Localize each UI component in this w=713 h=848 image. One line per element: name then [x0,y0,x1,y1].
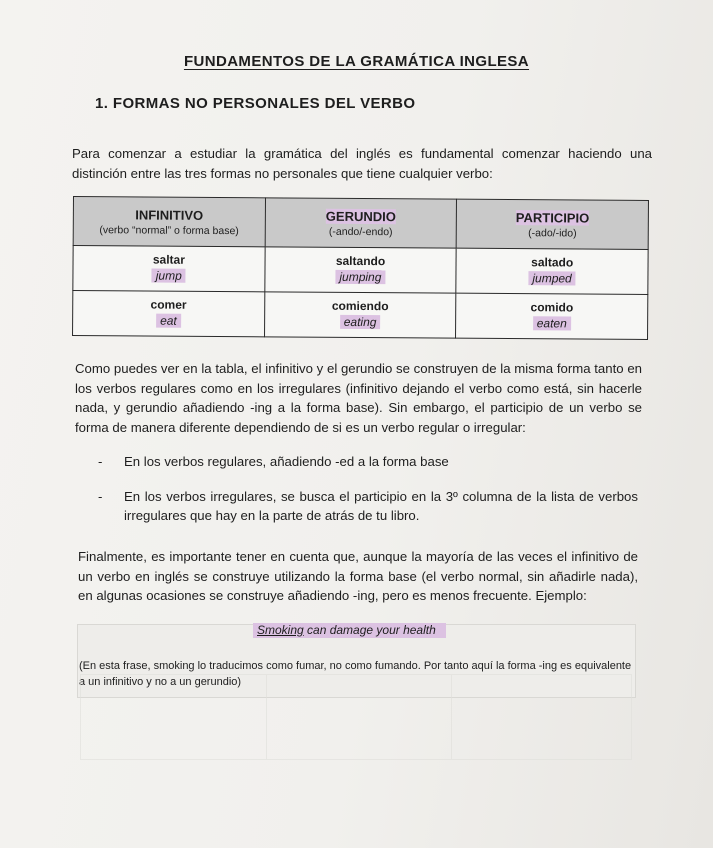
closing-paragraph: Finalmente, es importante tener en cuenta que, aunque la mayoría de las veces el infinitivo de un verbo en inglés se construye utilizando la forma base (el verbo normal, sin añadirle nada), en algunas ocasiones se construye añadiendo -ing, pero es menos frecuente. Ejemplo: [78,549,638,603]
table-header-row [73,197,648,250]
spanish-verb: saltado [531,255,574,270]
english-verb: eat [156,314,181,328]
list-item-text: En los verbos irregulares, se busca el participio en la 3º columna de la lista de verbos irregulares que hay en la parte de atrás de tu libro. [124,488,638,523]
dash-bullet: - [98,488,103,504]
example-note: (En esta frase, smoking lo traducimos como fumar, no como fumando. Por tanto aquí la forma -ing es equivalente a un infinitivo y no a un gerundio) [79,660,632,688]
header-infinitivo [73,197,265,247]
example-sentence-rest: can damage your health [303,623,436,637]
header-main [461,209,644,225]
table-cell [264,292,456,338]
section-heading: 1. FORMAS NO PERSONALES DEL VERBO [95,95,416,112]
table-cell [264,247,456,293]
english-verb: jump [152,269,186,283]
explanation-paragraph: Como puedes ver en la tabla, el infinitivo y el gerundio se construyen de la misma forma tanto en los verbos regulares como en los irregulares (infinitivo dejando el verbo como está, sin hacerle nada, y gerundio añadiendo -ing a la forma base). Sin embargo, el participio de un verbo se forma de manera diferente dependiendo de si es un verbo regular o irregular: [75,361,642,435]
english-verb: eating [340,315,381,329]
header-participio [456,199,648,249]
show-through-table-ghost [80,674,632,760]
english-verb: jumping [335,270,385,284]
spanish-verb: saltar [152,252,185,267]
english-verb: eaten [533,316,571,330]
header-main: INFINITIVO [135,206,204,223]
spanish-verb: comiendo [331,298,389,314]
highlighted-text: PARTICIPIO [515,209,590,226]
example-underlined-word: Smoking [257,623,304,637]
spanish-verb: comido [530,300,574,315]
spanish-verb: saltando [335,253,386,269]
ghost-divider [451,675,452,759]
participle-rules-list [98,452,638,541]
dash-bullet: - [98,454,103,469]
highlighted-text: GERUNDIO [325,208,396,224]
table-cell [73,246,265,292]
table-row [73,291,648,340]
example-sentence [253,623,446,638]
table-cell [456,248,648,294]
document-title [0,53,713,70]
english-verb: jumped [528,271,575,285]
intro-paragraph: Para comenzar a estudiar la gramática del inglés es fundamental comenzar haciendo una distinción entre las tres formas no personales que tiene cualquier verbo: [72,146,652,181]
table-cell [456,293,648,339]
header-sub: (-ando/-endo) [328,225,393,238]
table-cell [73,291,265,337]
ghost-divider [266,675,267,759]
list-item [98,487,638,526]
header-sub: (verbo “normal” o forma base) [99,223,239,237]
list-item-text: En los verbos regulares, añadiendo -ed a la forma base [124,454,449,469]
table-row [73,246,648,295]
list-item [98,452,638,472]
header-gerundio [265,198,457,248]
verb-forms-table [72,196,649,340]
header-sub: (-ado/-ido) [528,226,577,240]
spanish-verb: comer [150,297,187,312]
header-main [269,208,452,224]
document-title-text: FUNDAMENTOS DE LA GRAMÁTICA INGLESA [183,53,530,70]
